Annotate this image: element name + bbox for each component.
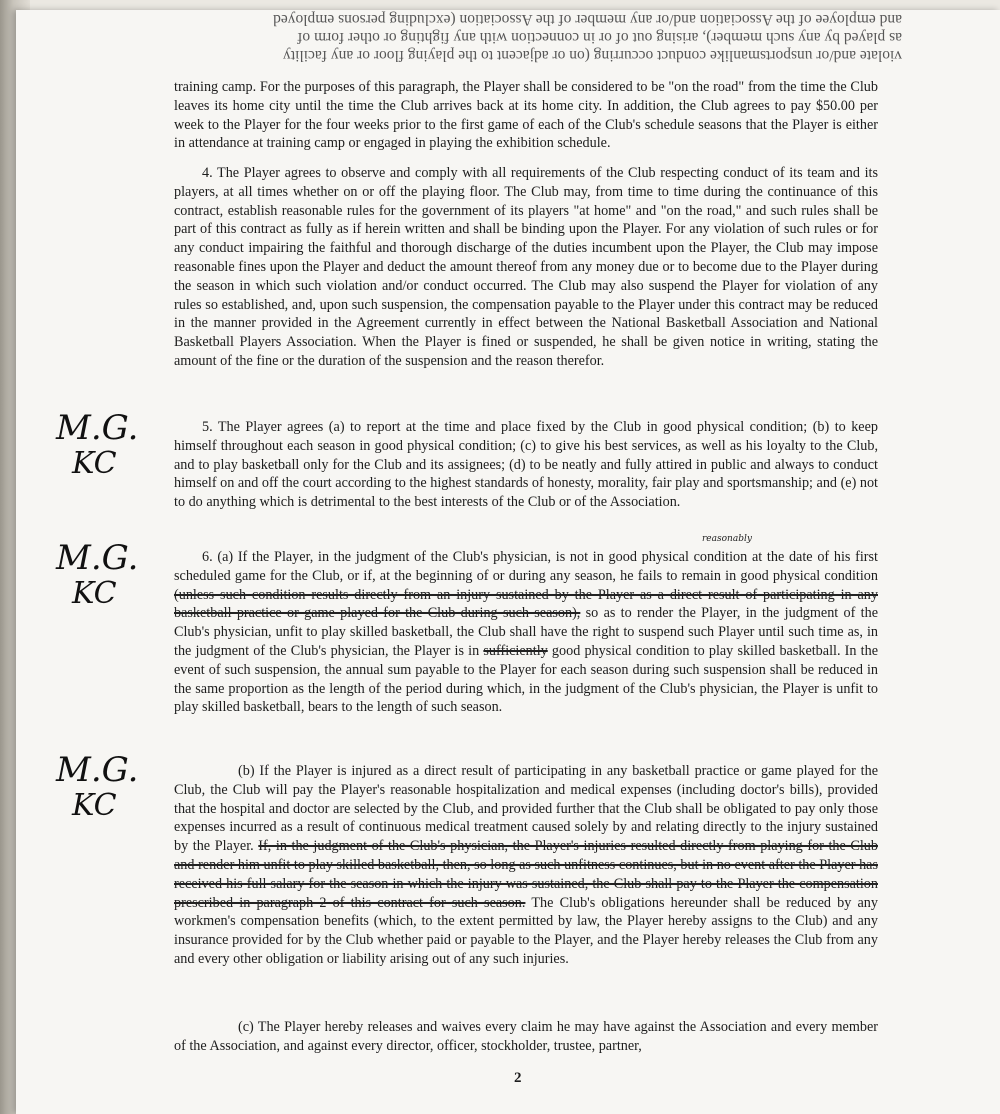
intro-paragraph: training camp. For the purposes of this paragraph, the Player shall be considered to be "on the road" from the time the Club leaves its home city until the time the Club arrives back at its home city. In addition, the Club agrees to pay $50.00 per week to the Player for the four weeks prior to the first game of each of the Club's schedule seasons that the Player is either in attendance at training camp or engaged in playing the exhibition schedule. xyxy=(174,79,878,152)
paragraph-6b: (b) If the Player is injured as a direct result of participating in any basketball practice or game played for the Club, the Club will pay the Player's reasonable hospitalization and medical expenses (including doctor's bills), provided that the hospital and doctor are selected by the Club, and provided further that the Club shall be obligated to pay only those expenses incurred as a result of continuous medical treatment caused solely by and relating directly to the injury sustained by the Player. If, in the judgment of the Club's physician, the Player's injuries resulted directly from playing for the Club and render him unfit to play skilled basketball, then, so long as such unfitness continues, but in no event after the Player has received his full salary for the season in which the injury was sustained, the Club shall pay to the Player the compensation prescribed in paragraph 2 of this contract for such season. The Club's obligations hereunder shall be reduced by any workmen's compensation benefits (which, to the extent permitted by law, the Player hereby assigns to the Club) and any insurance provided for by the Club whether paid or payable to the Player, and the Player hereby releases the Club from any and every other obligation or liability arising out of any such injuries. xyxy=(174,763,878,967)
struck-text: sufficiently xyxy=(483,642,548,659)
margin-initials-para6b: M.G. KC xyxy=(56,750,139,823)
margin-initials-para5: M.G. KC xyxy=(56,408,139,481)
bleed-line: violate and/or unsportsmanlike conduct occurring (on or adjacent to the playing floor or any facility xyxy=(283,47,902,64)
bleed-line: as played by any such member), arising out of or in connection with any fighting or other form of xyxy=(297,29,902,46)
bleed-through-text xyxy=(22,10,982,80)
margin-initials-para6a: M.G. KC xyxy=(56,538,139,611)
paragraph-4: 4. The Player agrees to observe and comply with all requirements of the Club respecting conduct of its team and its players, at all times whether on or off the playing floor. The Club may, from time to time during the continuance of this contract, establish reasonable rules for the government of its players "at home" and "on the road," and such rules shall be part of this contract as fully as if herein written and shall be binding upon the Player. For any violation of such rules or for any conduct impairing the faithful and thorough discharge of the duties incumbent upon the Player, the Club may impose reasonable fines upon the Player and deduct the amount thereof from any money due or to become due to the Player during the season in which such violation and/or conduct occurred. The Club may also suspend the Player for violation of any rules so established, and, upon such suspension, the compensation payable to the Player under this contract may be reduced in the manner provided in the Agreement currently in effect between the National Basketball Association and National Basketball Players Association. When the Player is fined or suspended, he shall be given notice in writing, stating the amount of the fine or the duration of the suspension and the reason therefor. xyxy=(174,165,878,369)
handwritten-note: reasonably xyxy=(702,534,752,544)
struck-text: If, in the judgment of the Club's physician, the Player's injuries resulted directly from playing for the Club and render him unfit to play skilled basketball, then, so long as such unfitness continues, but in no event after the Player has received his full salary for the season in which the injury was sustained, the Club shall pay to the Player the compensation prescribed in paragraph 2 of this contract for such season. xyxy=(174,838,878,911)
paragraph-5: 5. The Player agrees (a) to report at the time and place fixed by the Club in good physical condition; (b) to keep himself throughout each season in good physical condition; (c) to give his best services, as well as his loyalty to the Club, and to play basketball only for the Club and its assignees; (d) to be neatly and fully attired in public and always to conduct himself on and off the court according to the highest standards of honesty, morality, fair play and sportsmanship; and (e) not to do anything which is detrimental to the best interests of the Club or of the Association. xyxy=(174,419,878,511)
struck-text: (unless such condition results directly from an injury sustained by the Player as a direct result of participating in any basketball practice or game played for the Club during such season), xyxy=(174,586,878,622)
page-number: 2 xyxy=(514,1070,522,1086)
paragraph-6c: (c) The Player hereby releases and waives every claim he may have against the Association and every member of the Association, and against every director, officer, stockholder, trustee, partner, xyxy=(174,1019,878,1054)
paragraph-6a: 6. (a) If the Player, in the judgment of the Club's physician, is not in good physical condition at the date of his first scheduled game for the Club, or if, at the beginning of or during any season, he fails to remain in good physical condition (unless such condition results directly from an injury sustained by the Player as a direct result of participating in any basketball practice or game played for the Club during such season), so as to render the Player, in the judgment of the Club's physician, unfit to play skilled basketball, the Club shall have the right to suspend such Player until such time as, in the judgment of the Club's physician, the Player is in sufficiently good physical condition to play skilled basketball. In the event of such suspension, the annual sum payable to the Player for each season during such suspension shall be reduced in the same proportion as the length of the period during which, in the judgment of the Club's physician, the Player is unfit to play skilled basketball, bears to the length of such season. xyxy=(174,549,878,716)
bleed-line: and employee of the Association and/or any member of the Association (excluding persons employed xyxy=(273,11,902,28)
